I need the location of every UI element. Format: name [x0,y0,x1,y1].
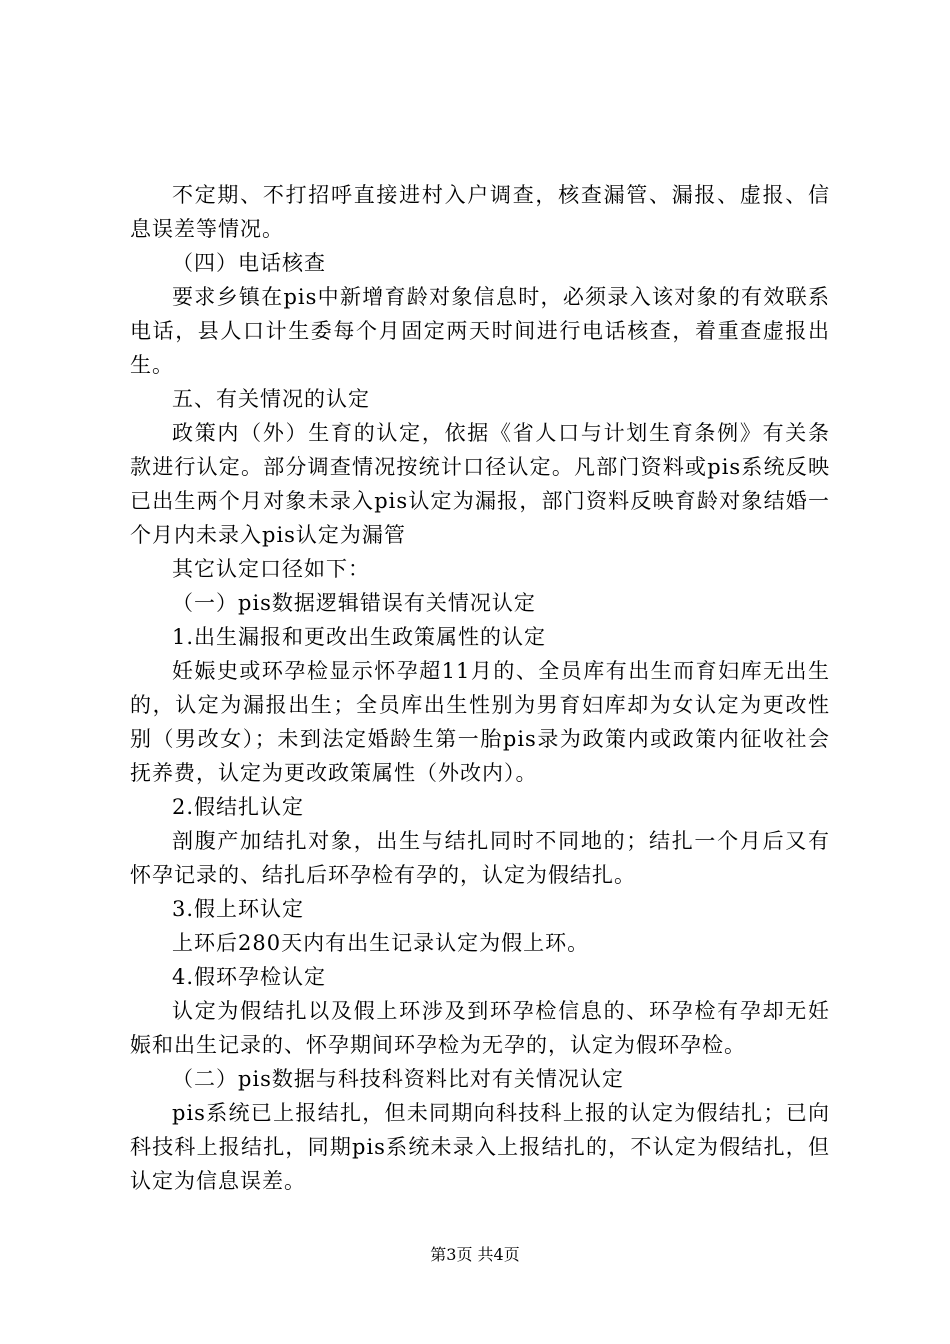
paragraph-15: 认定为假结扎以及假上环涉及到环孕检信息的、环孕检有孕却无妊娠和出生记录的、怀孕期间环孕检为无孕的，认定为假环孕检。 [130,999,830,1057]
paragraph-heading-fake-check: 4.假环孕检认定 [172,965,327,989]
paragraph-13: 上环后280天内有出生记录认定为假上环。 [172,931,590,955]
paragraph-heading-data-comparison: （二）pis数据与科技科资料比对有关情况认定 [172,1067,624,1091]
paragraph-11: 剖腹产加结扎对象，出生与结扎同时不同地的；结扎一个月后又有怀孕记录的、结扎后环孕检有孕的，认定为假结扎。 [130,829,830,887]
paragraph-heading-logic-errors: （一）pis数据逻辑错误有关情况认定 [172,591,536,615]
paragraph-6: 其它认定口径如下： [172,557,370,581]
paragraph-heading-birth-underreport: 1.出生漏报和更改出生政策属性的认定 [172,625,547,649]
paragraph-17: pis系统已上报结扎，但未同期向科技科上报的认定为假结扎；已向科技科上报结扎，同期pis系统未录入上报结扎的，不认定为假结扎，但认定为信息误差。 [130,1101,830,1193]
paragraph-9: 妊娠史或环孕检显示怀孕超11月的、全员库有出生而育妇库无出生的，认定为漏报出生；全员库出生性别为男育妇库却为女认定为更改性别（男改女）；未到法定婚龄生第一胎pis录为政策内或政策内征收社会抚养费，认定为更改政策属性（外改内）。 [130,659,830,785]
page-number-footer: 第3页 共4页 [430,1245,520,1264]
paragraph-heading-phone-check: （四）电话核查 [172,251,326,275]
document-body [130,178,830,1198]
paragraph-heading-determination: 五、有关情况的认定 [172,387,370,411]
paragraph-heading-fake-iud: 3.假上环认定 [172,897,305,921]
paragraph-5: 政策内（外）生育的认定，依据《省人口与计划生育条例》有关条款进行认定。部分调查情况按统计口径认定。凡部门资料或pis系统反映已出生两个月对象未录入pis认定为漏报，部门资料反映育龄对象结婚一个月内未录入pis认定为漏管 [130,421,830,547]
paragraph-heading-fake-ligation: 2.假结扎认定 [172,795,305,819]
paragraph-3: 要求乡镇在pis中新增育龄对象信息时，必须录入该对象的有效联系电话，县人口计生委每个月固定两天时间进行电话核查，着重查虚报出生。 [130,285,830,377]
paragraph-1: 不定期、不打招呼直接进村入户调查，核查漏管、漏报、虚报、信息误差等情况。 [130,183,830,241]
